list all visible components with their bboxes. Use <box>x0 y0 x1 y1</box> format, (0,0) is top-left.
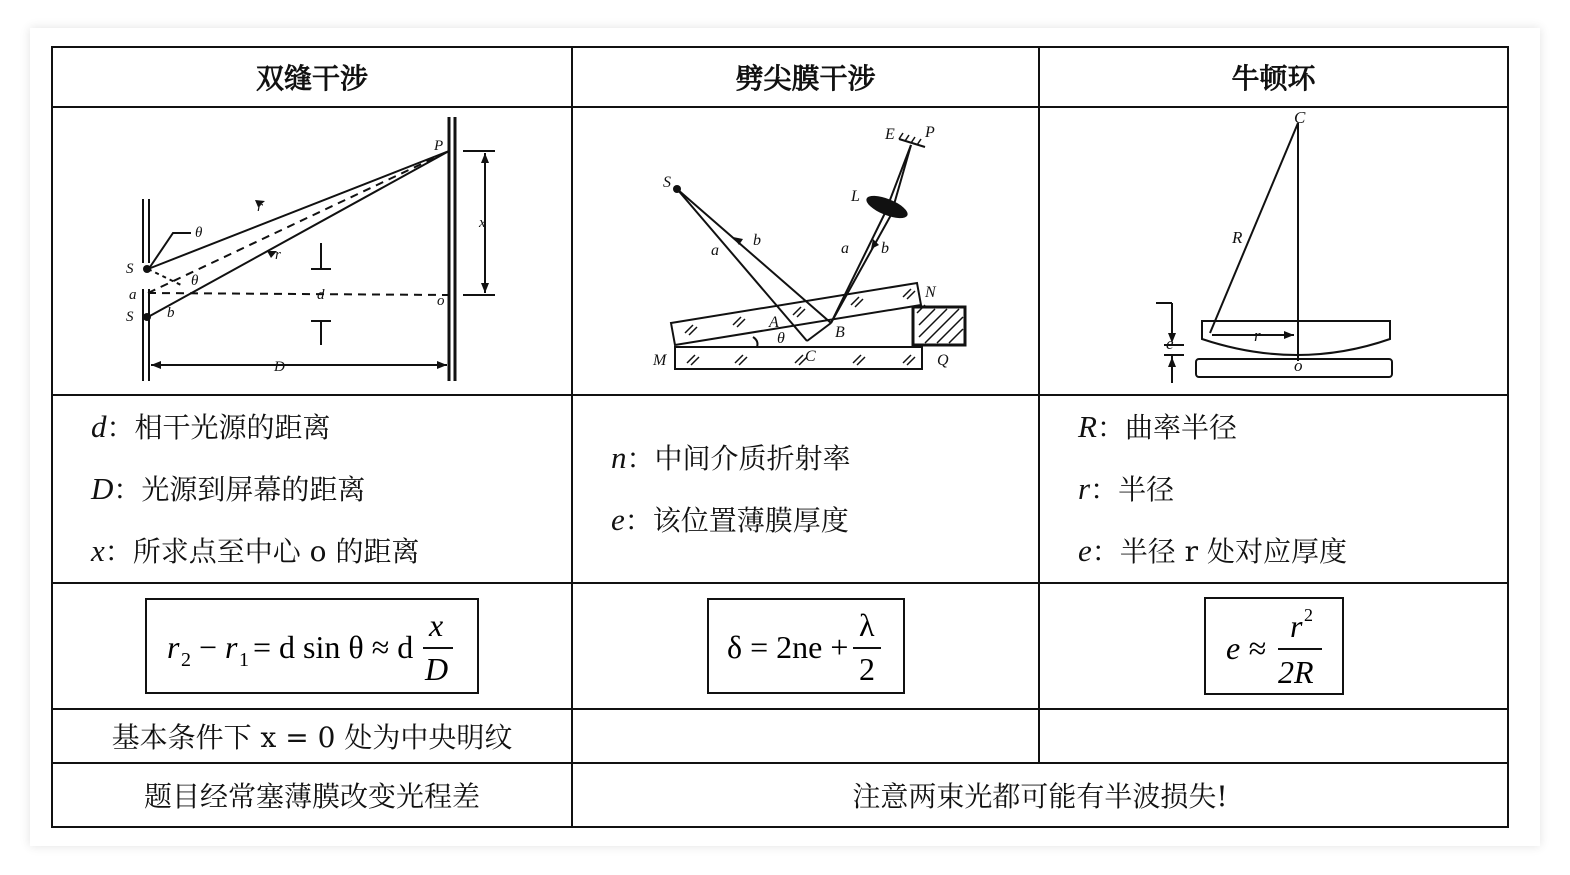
fig1-label-d: d <box>317 287 325 303</box>
fig1-label-S1: S <box>126 261 134 277</box>
defs-wedge-film <box>572 395 1039 583</box>
header-newton-rings: 牛顿环 <box>1039 47 1508 107</box>
formula-double-slit-cell <box>52 583 572 709</box>
fig1-label-theta2: θ <box>191 273 199 289</box>
def-r: r：半径 <box>1078 471 1175 506</box>
figure-double-slit <box>52 107 572 395</box>
note-film-path-difference: 题目经常塞薄膜改变光程差 <box>52 763 572 827</box>
svg-text:1: 1 <box>239 649 249 671</box>
fig1-label-r2: r <box>275 247 281 263</box>
formula-wedge-film-cell <box>572 583 1039 709</box>
svg-text:δ = 2ne +: δ = 2ne + <box>726 629 848 665</box>
svg-text:2: 2 <box>181 649 191 671</box>
fig2-label-C: C <box>805 348 816 365</box>
def-e-wedge: e：该位置薄膜厚度 <box>611 502 849 537</box>
svg-text:−: − <box>199 629 218 665</box>
svg-text:r: r <box>1289 608 1302 644</box>
fig1-label-o: o <box>437 293 445 309</box>
fig2-label-M: M <box>653 352 667 369</box>
header-double-slit: 双缝干涉 <box>52 47 572 107</box>
svg-text:D: D <box>425 651 449 687</box>
fig2-label-S: S <box>663 174 671 191</box>
fig2-label-theta: θ <box>777 330 785 347</box>
fig1-label-r1: r <box>257 199 263 215</box>
def-e-ring: e：半径 r 处对应厚度 <box>1078 533 1347 568</box>
fig3-label-r: r <box>1254 326 1261 345</box>
fig3-label-e: e <box>1166 334 1174 353</box>
fig3-label-o: o <box>1294 356 1303 375</box>
svg-text:2: 2 <box>1303 605 1313 625</box>
fig1-label-x: x <box>479 215 486 231</box>
fig1-label-S2: S <box>126 309 134 325</box>
fig2-label-Q: Q <box>937 352 949 369</box>
fig2-label-b: b <box>753 232 761 249</box>
svg-text:2R: 2R <box>1277 654 1314 689</box>
note-empty-wedge <box>572 709 1039 763</box>
svg-text:x: x <box>429 607 444 643</box>
svg-text:= d sin θ ≈ d: = d sin θ ≈ d <box>253 629 414 665</box>
figure-wedge-film <box>572 107 1039 395</box>
fig2-label-N: N <box>925 284 936 301</box>
fig3-label-R: R <box>1232 228 1243 247</box>
svg-text:r: r <box>167 629 180 665</box>
fig1-label-P: P <box>434 138 444 154</box>
fig2-label-a: a <box>711 242 719 259</box>
fig2-label-E: E <box>885 126 895 143</box>
fig2-label-P: P <box>925 124 935 141</box>
formula-wedge-film <box>707 598 905 694</box>
figure-newton-rings <box>1039 107 1508 395</box>
fig2-label-b1: b <box>881 240 889 257</box>
fig1-label-theta1: θ <box>195 225 203 241</box>
fig2-label-a1: a <box>841 240 849 257</box>
header-wedge-film: 劈尖膜干涉 <box>572 47 1039 107</box>
defs-newton-rings <box>1039 395 1508 583</box>
svg-text:r: r <box>225 629 238 665</box>
fig1-label-b: b <box>167 305 175 321</box>
fig1-label-a: a <box>129 287 137 303</box>
def-d: d：相干光源的距离 <box>91 409 331 444</box>
note-central-bright-fringe: 基本条件下 x = 0 处为中央明纹 <box>52 709 572 763</box>
note-half-wave-loss: 注意两束光都可能有半波损失! <box>572 763 1508 827</box>
def-R: R：曲率半径 <box>1078 409 1237 444</box>
def-x: x：所求点至中心 o 的距离 <box>91 533 420 568</box>
fig2-label-A: A <box>769 314 779 331</box>
svg-text:e ≈: e ≈ <box>1225 630 1266 666</box>
svg-text:λ: λ <box>858 607 875 643</box>
interference-table <box>51 46 1509 828</box>
def-n: n：中间介质折射率 <box>611 440 851 475</box>
fig2-label-L: L <box>851 188 860 205</box>
note-empty-rings <box>1039 709 1508 763</box>
fig2-label-B: B <box>835 324 845 341</box>
formula-double-slit <box>145 598 479 694</box>
def-D: D：光源到屏幕的距离 <box>91 471 366 506</box>
fig1-label-D: D <box>274 359 285 375</box>
formula-newton-rings-cell <box>1039 583 1508 709</box>
fig3-label-C: C <box>1294 109 1306 127</box>
formula-newton-rings <box>1204 597 1344 695</box>
defs-double-slit <box>52 395 572 583</box>
svg-text:2: 2 <box>858 651 875 687</box>
